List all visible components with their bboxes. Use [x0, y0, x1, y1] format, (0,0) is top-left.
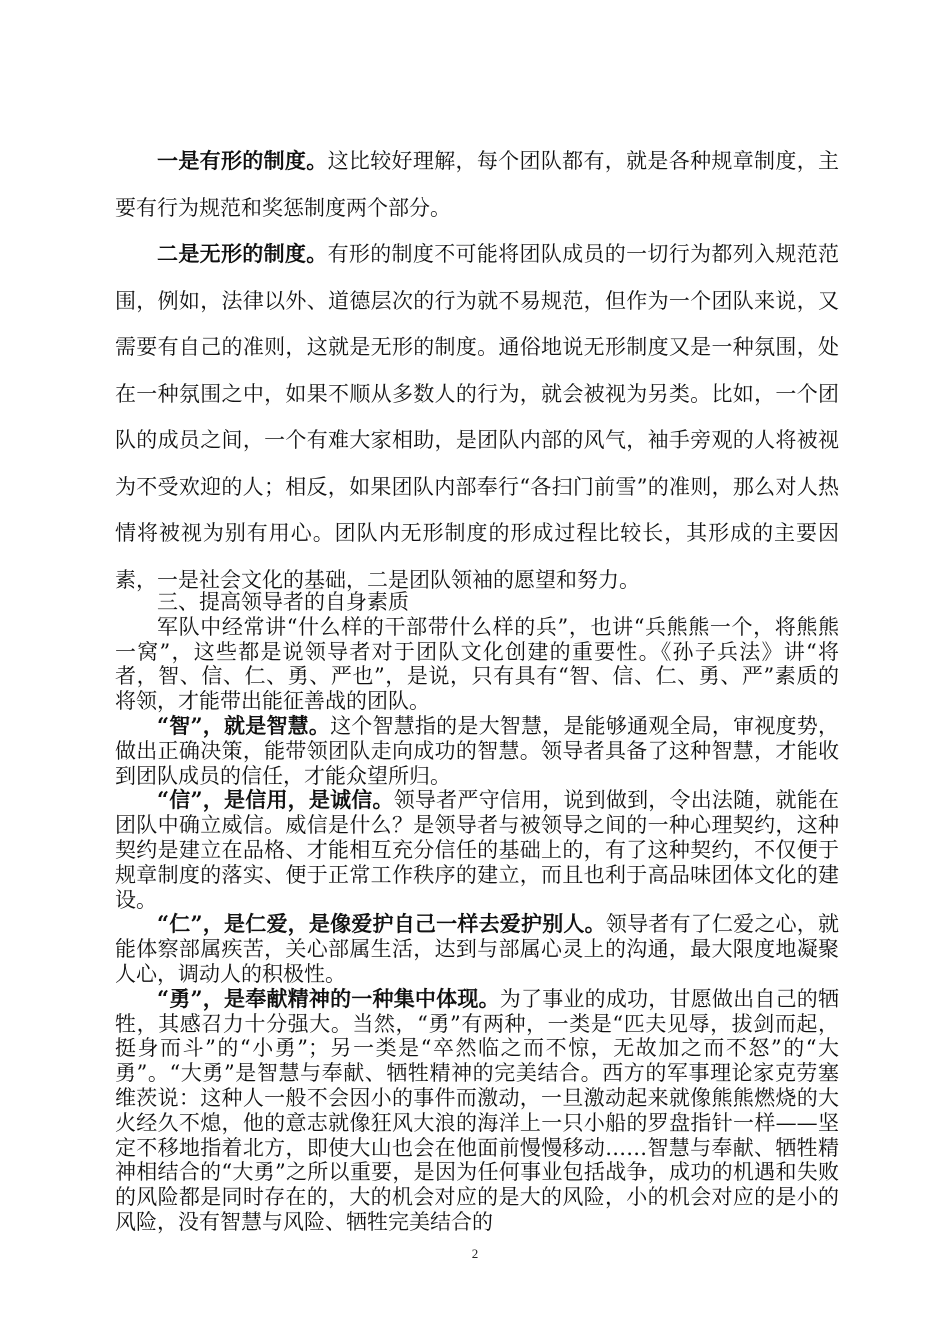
- paragraph-lead: 一是有形的制度。: [157, 148, 328, 173]
- paragraph-intangible-system: [115, 231, 839, 603]
- paragraph-wisdom: [115, 714, 839, 788]
- paragraph-army-saying: [115, 615, 839, 714]
- paragraph-body: 这比较好理解，每个团队都有，就是各种规章制度，主要有行为规范和奖惩制度两个部分。: [115, 149, 840, 220]
- paragraph-lead: “智”，就是智慧。: [157, 712, 331, 738]
- paragraph-body: 这个智慧指的是大智慧，是能够通观全局，审视度势，做出正确决策，能带领团队走向成功的智慧。领导者具备了这种智慧，才能收到团队成员的信任，才能众望所归。: [115, 713, 839, 788]
- paragraph-body: 有形的制度不可能将团队成员的一切行为都列入规范范围，例如，法律以外、道德层次的行为就不易规范，但作为一个团队来说，又需要有自己的准则，这就是无形的制度。通俗地说无形制度又是一种氛围，处在一种氛围之中，如果不顺从多数人的行为，就会被视为另类。比如，一个团队的成员之间，一个有难大家相助，是团队内部的风气，袖手旁观的人将被视为不受欢迎的人；相反，如果团队内部奉行“各扫门前雪”的准则，那么对人热情将被视为别有用心。团队内无形制度的形成过程比较长，其形成的主要因素，一是社会文化的基础，二是团队领袖的愿望和努力。: [115, 242, 840, 592]
- paragraph-lead: “仁”，是仁爱，是像爱护自己一样去爱护别人。: [157, 911, 606, 937]
- paragraph-body: 领导者有了仁爱之心，就能体察部属疾苦，关心部属生活，达到与部属心灵上的沟通，最大限度地凝聚人心，调动人的积极性。: [115, 912, 839, 986]
- paragraph-courage: [115, 987, 839, 1235]
- page-number: 2: [471, 1246, 479, 1261]
- paragraph-lead: “勇”，是奉献精神的一种集中体现。: [157, 985, 500, 1011]
- upper-text-block: [115, 138, 839, 603]
- lower-text-block: [115, 590, 839, 1235]
- paragraph-benevolence: [115, 912, 839, 986]
- section-heading: 三、提高领导者的自身素质: [157, 590, 409, 614]
- paragraph-body: 为了事业的成功，甘愿做出自己的牺牲，其感召力十分强大。当然，“勇”有两种，一类是“匹夫见辱，拔剑而起，挺身而斗”的“小勇”；另一类是“卒然临之而不惊，无故加之而不怒”的“大勇”。“大勇”是智慧与奉献、牺牲精神的完美结合。西方的军事理论家克劳塞维茨说：这种人一般不会因小的事件而激动，一旦激动起来就像熊熊燃烧的大火经久不熄，他的意志就像狂风大浪的海洋上一只小船的罗盘指针一样——坚定不移地指着北方，即使大山也会在他面前慢慢移动……智慧与奉献、牺牲精神相结合的“大勇”之所以重要，是因为任何事业包括战争，成功的机遇和失败的风险都是同时存在的，大的机会对应的是大的风险，小的机会对应的是小的风险，没有智慧与风险、牺牲完美结合的: [115, 986, 839, 1234]
- paragraph-trust: [115, 788, 839, 912]
- paragraph-body: 领导者严守信用，说到做到，令出法随，就能在团队中确立威信。威信是什么？是领导者与被领导之间的一种心理契约，这种契约是建立在品格、才能相互充分信任的基础上的，有了这种契约，不仅便于规章制度的落实、便于正常工作秩序的建立，而且也利于高品味团体文化的建设。: [115, 788, 839, 912]
- paragraph-tangible-system: [115, 138, 839, 231]
- paragraph-lead: “信”，是信用，是诚信。: [157, 787, 394, 813]
- paragraph-lead: 二是无形的制度。: [157, 241, 328, 266]
- paragraph-body: 军队中经常讲“什么样的干部带什么样的兵”，也讲“兵熊熊一个，将熊熊一窝”，这些都是说领导者对于团队文化创建的重要性。《孙子兵法》讲“将者，智、信、仁、勇、严也”，是说，只有具有“智、信、仁、勇、严”素质的将领，才能带出能征善战的团队。: [115, 614, 839, 714]
